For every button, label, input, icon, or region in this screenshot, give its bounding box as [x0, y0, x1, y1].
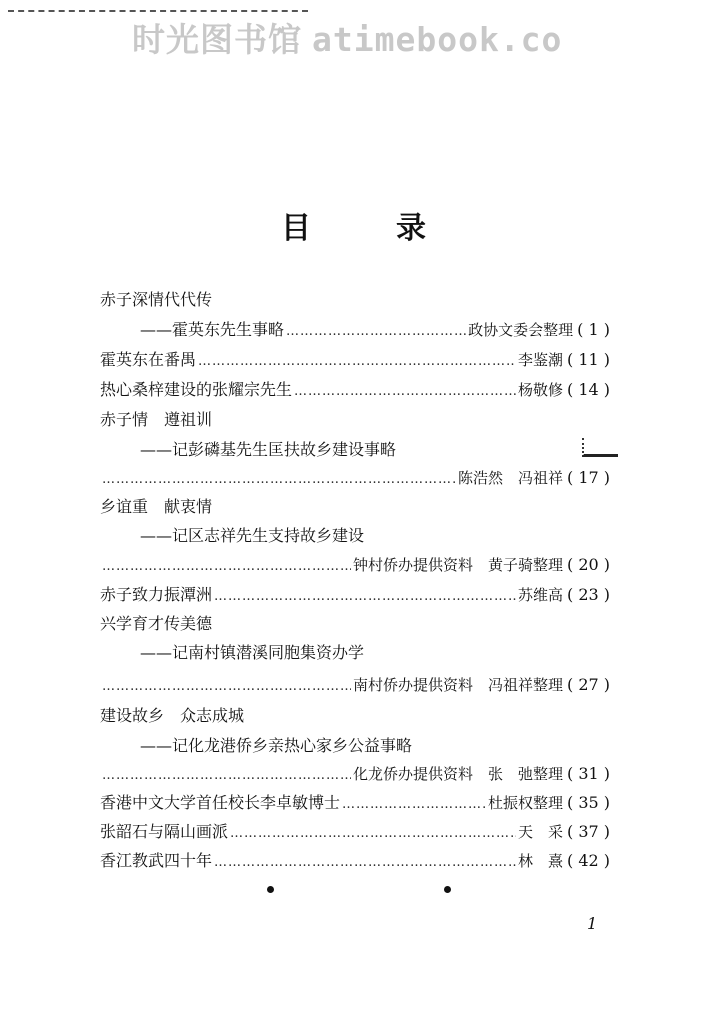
- toc-entry-author: 政协文委会整理: [468, 321, 574, 339]
- toc-leader-dots: [294, 377, 516, 407]
- toc-entry-page: ( 27 ): [566, 675, 610, 694]
- watermark: [132, 14, 703, 60]
- toc-entry-author: 天 采: [517, 823, 563, 841]
- ornament-dot: [444, 886, 451, 893]
- toc-line: 乡谊重 献衷情: [100, 497, 213, 516]
- toc-line: 建设故乡 众志成城: [100, 706, 245, 725]
- toc-leader-dots: [342, 790, 486, 820]
- margin-mark: [582, 438, 618, 457]
- toc-leader-dots: [214, 848, 516, 878]
- toc-entry-title: 霍英东在番禺: [100, 350, 197, 369]
- toc-entry: [100, 345, 610, 375]
- toc-entry: [100, 463, 610, 493]
- toc-entry: [100, 550, 610, 580]
- toc-entry: [100, 580, 610, 610]
- toc-leader-dots: [102, 761, 351, 791]
- toc-entry-author: 杨敬修: [517, 381, 563, 399]
- toc-entry-author: 林 熹: [517, 852, 563, 870]
- toc-entry-author: 南村侨办提供资料 冯祖祥整理: [352, 676, 563, 694]
- toc-entry: [100, 759, 610, 789]
- watermark-cn: 时光图书馆: [132, 20, 302, 59]
- toc-entry-author: 苏维高: [517, 586, 563, 604]
- toc-entry-title: ——霍英东先生事略: [140, 320, 285, 339]
- toc-entry-title: 赤子致力振潭洲: [100, 585, 213, 604]
- ornament-dot: [267, 886, 274, 893]
- toc-entry-title: 香江教武四十年: [100, 851, 213, 870]
- toc-leader-dots: [198, 347, 516, 377]
- toc-entry-author: 李鉴潮: [517, 351, 563, 369]
- toc-entry-author: 陈浩然 冯祖祥: [457, 469, 563, 487]
- toc-line: 赤子情 遵祖训: [100, 410, 213, 429]
- toc-line: ——记南村镇潜溪同胞集资办学: [140, 643, 365, 662]
- toc-entry-page: ( 31 ): [566, 764, 610, 783]
- toc-entry-page: ( 14 ): [566, 380, 610, 399]
- toc-entry-page: ( 42 ): [566, 851, 610, 870]
- toc-entry: [140, 315, 610, 345]
- toc-leader-dots: [230, 819, 516, 849]
- contents-heading-char-1: 目: [281, 211, 311, 246]
- toc-line: ——记区志祥先生支持故乡建设: [140, 526, 365, 545]
- toc-entry-page: ( 11 ): [566, 350, 610, 369]
- toc-entry-author: 杜振权整理: [487, 794, 563, 812]
- toc-entry-page: ( 23 ): [566, 585, 610, 604]
- toc-entry-title: 张韶石与隔山画派: [100, 822, 229, 841]
- toc-entry-page: ( 1 ): [577, 320, 610, 339]
- toc-entry: [100, 788, 610, 818]
- toc-line: ——记彭磷基先生匡扶故乡建设事略: [140, 440, 397, 459]
- watermark-latin: atimebook.co: [312, 20, 563, 59]
- toc-entry: [100, 846, 610, 876]
- toc-entry-page: ( 37 ): [566, 822, 610, 841]
- toc-leader-dots: [286, 317, 466, 347]
- toc-entry-author: 钟村侨办提供资料 黄子骑整理: [352, 556, 563, 574]
- toc-line: 赤子深情代代传: [100, 290, 213, 309]
- toc-entry-page: ( 17 ): [566, 468, 610, 487]
- toc-leader-dots: [214, 582, 516, 612]
- top-dashed-rule: [8, 10, 308, 12]
- toc-leader-dots: [102, 465, 456, 495]
- toc-line: 兴学育才传美德: [100, 614, 213, 633]
- toc-entry: [100, 670, 610, 700]
- toc-line: ——记化龙港侨乡亲热心家乡公益事略: [140, 736, 413, 755]
- toc-entry-page: ( 20 ): [566, 555, 610, 574]
- toc-leader-dots: [102, 672, 351, 702]
- toc-entry-page: ( 35 ): [566, 793, 610, 812]
- toc-entry-author: 化龙侨办提供资料 张 弛整理: [352, 765, 563, 783]
- toc-leader-dots: [102, 552, 351, 582]
- toc-entry-title: 香港中文大学首任校长李卓敏博士: [100, 793, 341, 812]
- toc-entry: [100, 375, 610, 405]
- page-number: 1: [587, 914, 598, 933]
- toc-entry: [100, 817, 610, 847]
- toc-entry-title: 热心桑梓建设的张耀宗先生: [100, 380, 293, 399]
- contents-heading-char-2: 录: [396, 211, 426, 246]
